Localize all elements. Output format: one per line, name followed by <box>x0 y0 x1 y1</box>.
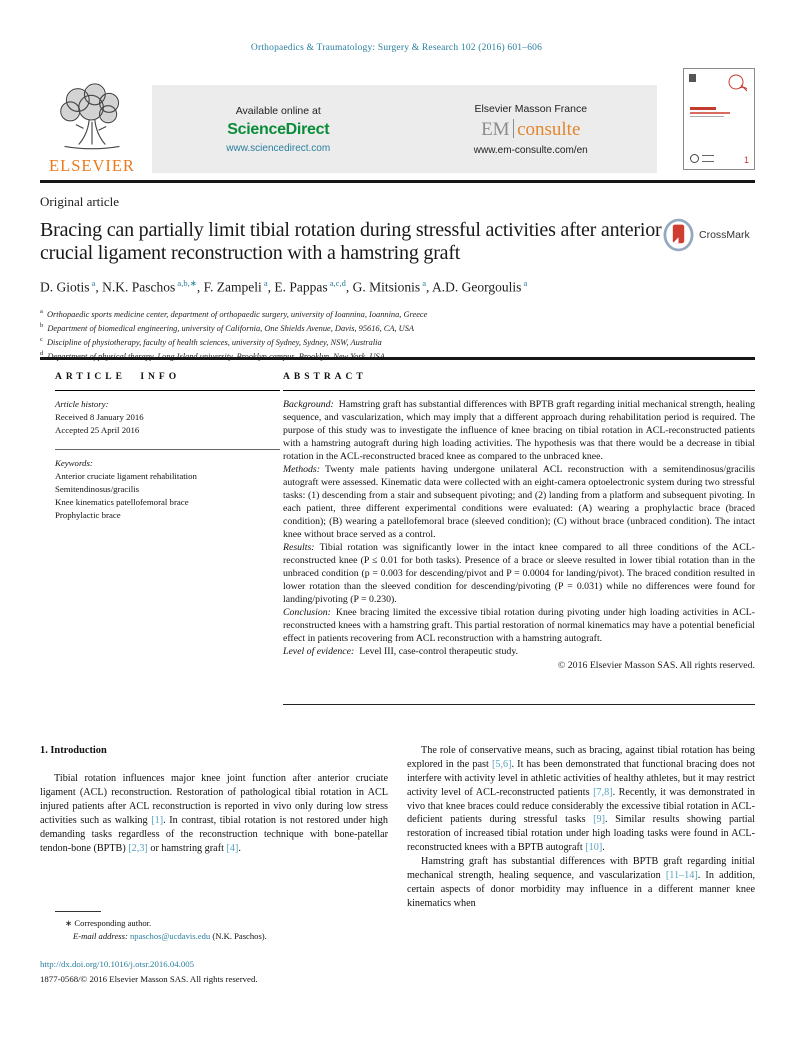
abstract-section-label: Level of evidence: <box>283 646 355 658</box>
email-suffix: (N.K. Paschos). <box>212 931 267 941</box>
elsevier-masson-label: Elsevier Masson France <box>474 102 588 115</box>
sciencedirect-logo[interactable]: ScienceDirect <box>227 120 330 138</box>
article-history-label: Article history: <box>55 399 109 409</box>
em-consulte-url[interactable]: www.em-consulte.com/en <box>473 144 588 156</box>
list-line: Prophylactic brace <box>55 510 121 521</box>
journal-cover-thumbnail[interactable] <box>683 68 755 170</box>
elsevier-wordmark: ELSEVIER <box>49 156 135 175</box>
abstract-paragraph: Results: Tibial rotation was significantly lower in the intact knee compared to all three conditions of the ACL-reconstructed knee (P ≤ 0.01 for both tasks). Presence of a brace or sleeve resulted in lower tibial rotation than in the unbraced condition (p = 0.003 for descending/pivot and P = 0.0004 for landing/pivot). The braced condition resulted in lower rotation than the sleeved condition for descending/pivoting (P = 0.031) while no differences were found for landing/pivoting (P = 0.230). <box>283 542 755 606</box>
info-abstract-section <box>55 372 755 671</box>
authors-line: D. Giotis $^a$, N.K. Paschos $^{a,b,∗}$, F. Zampeli $^a$, E. Pappas $^{a,c,d}$, G. Mitsionis $^a$, A.D. Georgoulis $^a$ <box>40 278 528 295</box>
abstract-column <box>283 372 755 671</box>
cover-subtitle-line <box>690 112 730 114</box>
abstract-rule <box>283 390 755 391</box>
citation-ref[interactable]: [7,8] <box>593 786 613 798</box>
header-banner <box>40 85 755 175</box>
em-text: EM <box>481 118 510 140</box>
author-affiliation-sup: a,c,d <box>327 278 346 289</box>
author-name: E. Pappas <box>274 279 328 295</box>
abstract-section-label: Conclusion: <box>283 607 331 619</box>
abstract-section-label: Background: <box>283 399 334 410</box>
list-line: Received 8 January 2016 <box>55 412 144 423</box>
body-paragraph: Tibial rotation influences major knee joint function after anterior cruciate ligament (ACL) reconstruction. Restoration of pathological tibial rotation in ACL injured patients after ACL reconstruction is reported in vivo only during low stress activities such as walking [1]. In contrast, tibial rotation is not restored under high demanding tasks regardless of the reconstruction technique with bone-patellar tendon-bone (BPTB) [2,3] or hamstring graft [4]. <box>40 773 388 854</box>
affiliation-line: $^b$ Department of biomedical engineering, university of California, One Shields Avenue, Davis, 95616, CA, USA <box>40 321 415 333</box>
list-line: Accepted 25 April 2016 <box>55 425 140 436</box>
affiliation-sup: a <box>40 307 43 315</box>
body-text <box>40 744 755 911</box>
author-name: A.D. Georgoulis <box>432 279 522 295</box>
abstract-paragraph: Conclusion: Knee bracing limited the excessive tibial rotation during pivoting under high loading activities in ACL-reconstructed knees with a hamstring graft. This partial restoration of normal kinematics may have a potential beneficial effect in patients recovering from ACL reconstruction with a hamstring autograft. <box>283 607 755 645</box>
availability-box <box>152 85 657 173</box>
crossmark-label: CrossMark <box>699 229 750 241</box>
crossmark-icon <box>663 218 694 252</box>
citation-ref[interactable]: [9] <box>593 814 605 826</box>
affiliation-line: $^a$ Orthopaedic sports medicine center, department of orthopaedic surgery, university of Ioannina, Ioannina, Greece <box>40 307 428 319</box>
abstract-bottom-rule <box>283 704 755 705</box>
article-history-block <box>55 398 283 438</box>
corresponding-author-note: ∗ Corresponding author. <box>65 918 152 928</box>
email-line <box>55 931 385 941</box>
available-online-label: Available online at <box>235 104 321 117</box>
affiliation-sup: d <box>40 349 44 357</box>
footnote-block <box>55 911 385 941</box>
affiliation-line <box>40 349 755 363</box>
author-affiliation-sup: a <box>521 278 528 289</box>
author-name: F. Zampeli <box>203 279 262 295</box>
abstract-section-label: Results: <box>283 542 315 554</box>
body-paragraph: The role of conservative means, such as bracing, against tibial rotation has being explored in the past [5,6]. It has been demonstrated that functional bracing does not interfere with activity level in athletic activities of healthy athletes, but it may restrict activity level of ACL-reconstructed patients [7,8]. Recently, it was demonstrated in vivo that knee braces could reduce considerably the excessive tibial rotation in ACL-deficient patients during stressful tasks [9]. Similar results showing partial restoration of increased tibial rotation under high loading tasks were found in ACL-reconstructed knees with a BPTB autograft [10]. <box>407 745 756 854</box>
abstract-text <box>283 398 755 658</box>
citation-ref[interactable]: [1] <box>151 814 164 826</box>
list-line: Knee kinematics patellofemoral brace <box>55 497 189 508</box>
section-heading-introduction: 1. Introduction <box>40 745 107 756</box>
title-divider <box>40 357 755 360</box>
list-line: Semitendinosus/gracilis <box>55 483 140 494</box>
article-info-rule <box>55 390 280 391</box>
intro-right-paragraphs <box>407 744 755 911</box>
cover-issue-number: 1 <box>743 155 749 165</box>
cover-monogram-icon <box>724 72 750 103</box>
author-affiliation-sup: a <box>420 278 426 289</box>
cover-barcode-mark <box>689 74 696 82</box>
intro-left-paragraphs <box>40 772 388 855</box>
sciencedirect-block <box>152 85 405 173</box>
article-info-heading: ARTICLE INFO <box>55 372 181 382</box>
author-name: G. Mitsionis <box>352 279 421 295</box>
elsevier-tree-icon <box>48 83 136 153</box>
em-divider <box>513 119 515 138</box>
crossmark-badge[interactable] <box>663 218 755 252</box>
cover-footer-mark <box>702 155 714 162</box>
footnote-rule <box>55 911 101 912</box>
keywords-label: Keywords: <box>55 457 93 468</box>
affiliations <box>40 307 755 363</box>
author-affiliation-sup: a,b,∗ <box>175 278 197 289</box>
cover-text-line <box>690 116 724 117</box>
keywords-block <box>55 457 283 523</box>
email-label: E-mail address: <box>73 931 128 941</box>
citation-ref[interactable]: [2,3] <box>128 842 148 854</box>
doi-link[interactable]: http://dx.doi.org/10.1016/j.otsr.2016.04.005 <box>40 959 195 969</box>
citation-ref[interactable]: [4] <box>226 842 239 854</box>
right-column <box>407 744 755 911</box>
list-line: Anterior cruciate ligament rehabilitation <box>55 470 197 481</box>
cover-society-icon <box>690 154 699 163</box>
abstract-paragraph: Background: Hamstring graft has substantial differences with BPTB graft regarding initial mechanical strength, healing sequence, and vascularization, which may imply that a different approach during rehabilitation period is required. The purpose of this study was to investigate the influence of knee bracing on tibial rotation in ACL-reconstructed patients with a hamstring autograft during high loading activities. The hypothesis was that there would be a decrease in tibial rotation in the ACL-reconstructed braced knee as compared to the unbraced knee. <box>283 399 755 463</box>
em-consulte-logo[interactable] <box>481 119 580 141</box>
article-header <box>40 194 755 363</box>
copyright-line: © 2016 Elsevier Masson SAS. All rights reserved. <box>557 660 755 672</box>
left-column <box>40 744 388 911</box>
header-divider <box>40 180 755 183</box>
doi-block <box>40 957 258 986</box>
email-link[interactable]: npaschos@ucdavis.edu <box>129 931 211 941</box>
cover-title-line <box>690 107 716 110</box>
abstract-paragraph: Level of evidence: Level III, case-control therapeutic study. <box>283 646 519 658</box>
issn-copyright-line: 1877-0568/© 2016 Elsevier Masson SAS. All rights reserved. <box>40 973 258 984</box>
author-name: D. Giotis <box>40 279 90 295</box>
body-paragraph: Hamstring graft has substantial differences with BPTB graft regarding initial mechanical strength, healing sequence, and vascularization [11–14]. In addition, certain aspects of donor morbidity may influence in a different manner knee kinematics when <box>407 856 755 909</box>
consulte-text: consulte <box>517 118 581 140</box>
article-type: Original article <box>40 194 120 209</box>
citation-ref[interactable]: [11–14] <box>665 869 698 881</box>
em-consulte-block <box>405 85 658 173</box>
citation-ref[interactable]: [5,6] <box>491 758 512 770</box>
journal-citation[interactable]: Orthopaedics & Traumatology: Surgery & Research 102 (2016) 601–606 <box>250 43 543 53</box>
article-info-column <box>55 372 283 671</box>
affiliation-sup: b <box>40 321 44 329</box>
author-name: N.K. Paschos <box>102 279 176 295</box>
author-affiliation-sup: a <box>261 278 268 289</box>
citation-ref[interactable]: [10] <box>585 842 603 854</box>
keywords-list <box>55 470 283 523</box>
elsevier-logo[interactable] <box>40 83 144 177</box>
affiliation-sup: c <box>40 335 43 343</box>
article-title: Bracing can partially limit tibial rotation during stressful activities after anterior crucial ligament reconstruction with a hamstring graft <box>40 219 662 265</box>
author-affiliation-sup: a <box>89 278 96 289</box>
abstract-heading: ABSTRACT <box>283 372 367 382</box>
article-history-list <box>55 411 283 437</box>
abstract-section-label: Methods: <box>283 464 321 476</box>
sciencedirect-url[interactable]: www.sciencedirect.com <box>226 142 331 154</box>
abstract-paragraph: Methods: Twenty male patients having undergone unilateral ACL reconstruction with a semitendinosus/gracilis autograft were assessed. Kinematic data were collected with an eight-camera optoelectronic system during two stressful tasks: (1) descending from a stair and subsequent pivoting; and (2) landing from a platform and subsequent pivoting. In each patient, three different experimental conditions were evaluated: (A) wearing a prophylactic brace (braced condition); (B) wearing a patellofemoral brace (sleeved condition); (C) without brace (unbraced condition). The intact knee without brace served as a control. <box>283 464 755 541</box>
affiliation-line: $^c$ Discipline of physiotherapy, faculty of health sciences, university of Sydney, Sydney, NSW, Australia <box>40 335 382 347</box>
article-info-separator <box>55 449 280 450</box>
